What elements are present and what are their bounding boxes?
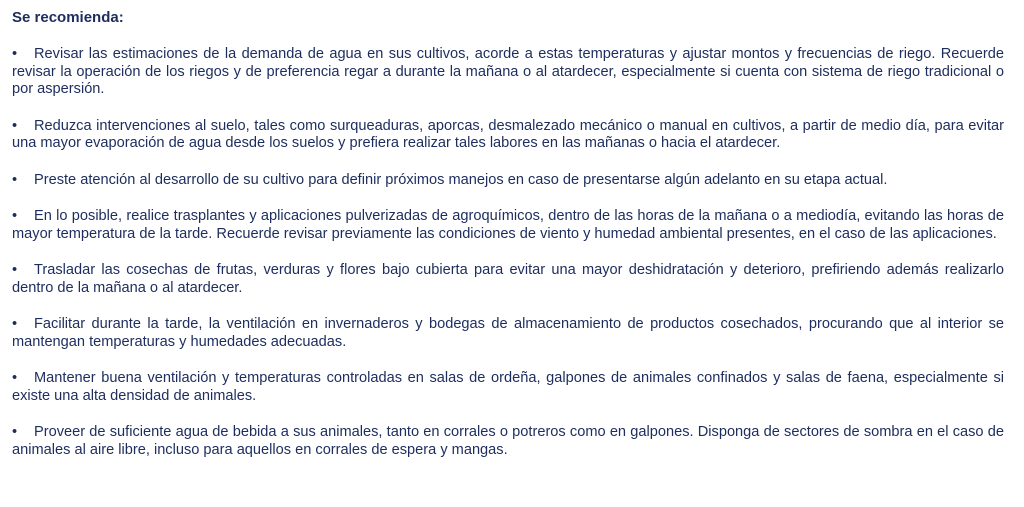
bullet-marker: • — [12, 208, 18, 224]
recommendation-item — [12, 316, 1004, 351]
recommendation-text: Preste atención al desarrollo de su cultivo para definir próximos manejos en caso de presentarse algún adelanto en su etapa actual. — [34, 171, 888, 188]
recommendation-text: Revisar las estimaciones de la demanda de agua en sus cultivos, acorde a estas temperaturas y ajustar montos y frecuencias de riego. Recuerde revisar la operación de los riegos y de preferencia regar a durante la mañana o al atardecer, especialmente si cuenta con sistema de riego tradicional o por aspersión. — [12, 46, 1004, 97]
recommendation-text: Reduzca intervenciones al suelo, tales como surqueaduras, aporcas, desmalezado mecánico o manual en cultivos, a partir de medio día, para evitar una mayor evaporación de agua desde los suelos y prefiera realizar tales labores en las mañanas o hacia el atardecer. — [12, 117, 1004, 151]
recommendation-item — [12, 172, 1004, 190]
bullet-marker: • — [12, 370, 18, 386]
recommendation-item — [12, 424, 1004, 459]
recommendation-item — [12, 262, 1004, 297]
recommendation-text: Mantener buena ventilación y temperaturas controladas en salas de ordeña, galpones de animales confinados y salas de faena, especialmente si existe una alta densidad de animales. — [12, 370, 1004, 404]
bullet-marker: • — [12, 46, 18, 62]
bullet-marker: • — [12, 316, 18, 332]
recommendation-item — [12, 46, 1004, 99]
recommendation-item — [12, 118, 1004, 153]
section-heading: Se recomienda: — [12, 9, 124, 26]
recommendation-text: Facilitar durante la tarde, la ventilación en invernaderos y bodegas de almacenamiento de productos cosechados, procurando que al interior se mantengan temperaturas y humedades adecuadas. — [12, 316, 1004, 350]
bullet-marker: • — [12, 171, 18, 188]
recommendation-item — [12, 208, 1004, 243]
bullet-marker: • — [12, 117, 18, 134]
bullet-marker: • — [12, 262, 18, 278]
recommendation-text: Trasladar las cosechas de frutas, verduras y flores bajo cubierta para evitar una mayor deshidratación y deterioro, prefiriendo además realizarlo dentro de la mañana o al atardecer. — [12, 262, 1004, 296]
recommendation-item — [12, 370, 1004, 405]
recommendation-text: Proveer de suficiente agua de bebida a sus animales, tanto en corrales o potreros como en galpones. Disponga de sectores de sombra en el caso de animales al aire libre, incluso para aquellos en corrales de espera y mangas. — [12, 424, 1004, 458]
bullet-marker: • — [12, 424, 18, 440]
recommendation-text: En lo posible, realice trasplantes y aplicaciones pulverizadas de agroquímicos, dentro de las horas de la mañana o a mediodía, evitando las horas de mayor temperatura de la tarde. Recuerde revisar previamente las condiciones de viento y humedad ambiental presentes, en el caso de las aplicaciones. — [12, 208, 1004, 242]
